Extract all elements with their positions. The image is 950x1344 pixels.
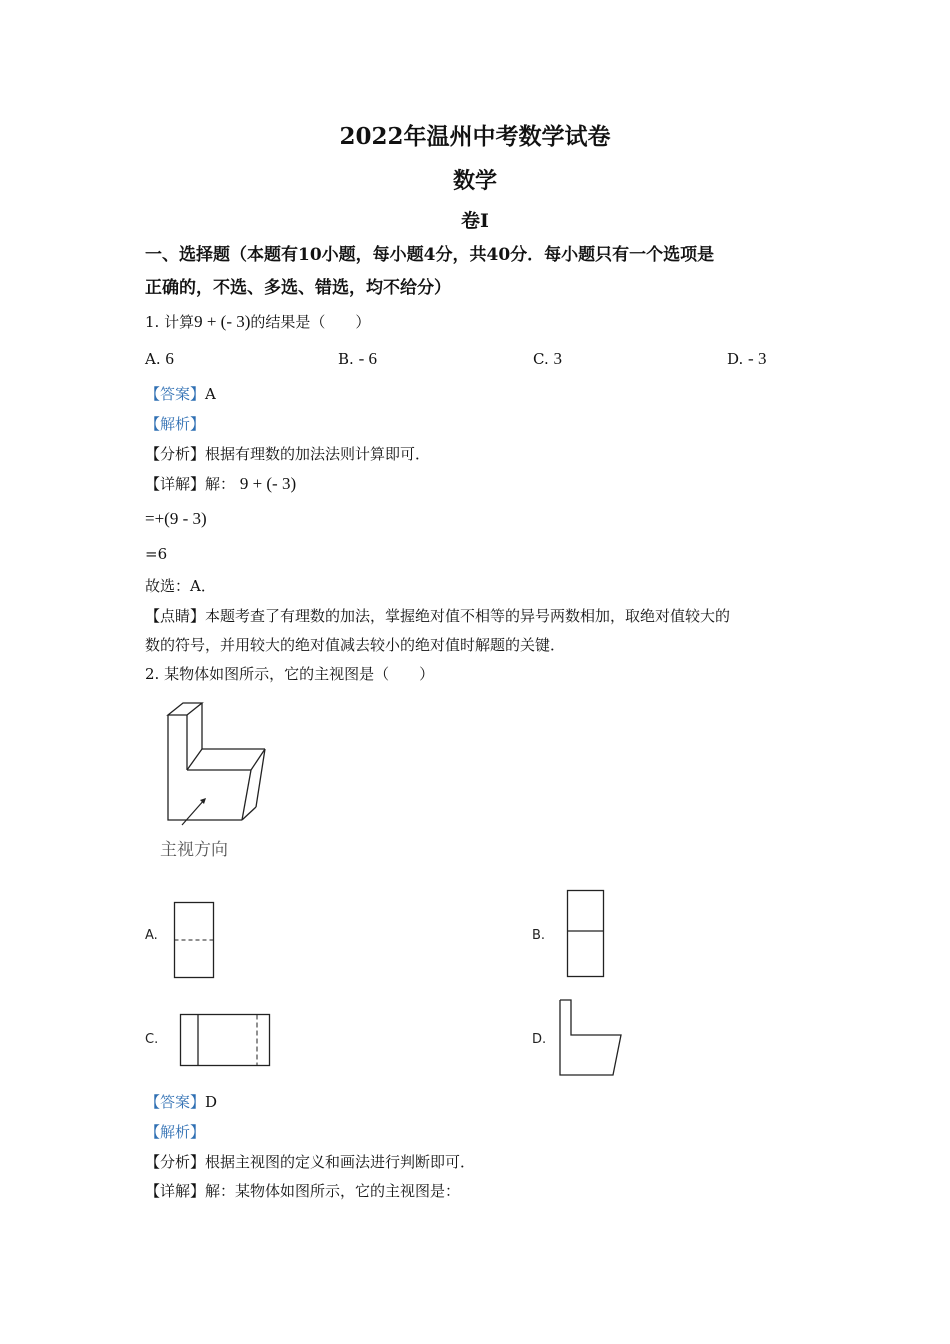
section-heading-line1: 一、选择题（本题有10小题，每小题4分，共40分．每小题只有一个选项是 (145, 245, 715, 265)
q1-option-a-label: A. (145, 350, 166, 368)
q1-prefix: 1. 计算 (145, 313, 195, 331)
q2-option-d-figure (557, 997, 627, 1079)
q2-analysis-tag: 【解析】 (145, 1123, 206, 1141)
q2-answer (145, 1091, 217, 1112)
q1-step2: =6 (145, 545, 168, 563)
volume-title: 卷Ⅰ (461, 210, 489, 232)
q1-detail (145, 473, 296, 494)
q2-detail-text: 解：某物体如图所示，它的主视图是： (205, 1182, 461, 1200)
q2-detail (145, 1180, 460, 1201)
q1-analysis-tag: 【解析】 (145, 415, 206, 433)
q1-expression: 9 + (- 3) (194, 312, 251, 331)
q2-option-d-label: D. (532, 1032, 547, 1047)
q2-option-c-label: C. (145, 1032, 159, 1047)
subject-title: 数学 (452, 168, 497, 194)
q1-suffix: 的结果是（ ） (250, 313, 371, 331)
q2-fenxi (145, 1151, 475, 1172)
q1-detail-expression: 9 + (- 3) (239, 474, 297, 493)
q1-option-b (338, 349, 377, 369)
q1-option-c (533, 349, 562, 369)
q2-figure-caption: 主视方向 (160, 840, 228, 860)
q1-fenxi-text: 根据有理数的加法法则计算即可． (205, 445, 431, 463)
q1-option-d-value: - 3 (748, 349, 767, 368)
q2-fenxi-text: 根据主视图的定义和画法进行判断即可． (205, 1153, 476, 1171)
q1-comment-line2: 数的符号，并用较大的绝对值减去较小的绝对值时解题的关键． (145, 636, 566, 654)
q2-option-a-label: A. (145, 928, 158, 943)
q1-answer (145, 383, 216, 404)
q1-option-a-value: 6 (165, 349, 174, 368)
q1-option-b-label: B. (338, 350, 359, 368)
q1-option-d (727, 349, 766, 369)
q1-fenxi-tag: 【分析】 (145, 445, 206, 463)
q1-answer-tag: 【答案】 (145, 385, 206, 403)
q1-option-c-value: 3 (553, 349, 562, 368)
q1-stem (145, 311, 370, 332)
q1-option-c-label: C. (533, 350, 554, 368)
q1-conclusion: 故选：A． (145, 577, 216, 595)
q1-step1: =+(9 - 3) (145, 509, 207, 528)
q2-option-b-figure (565, 888, 607, 980)
q1-comment-text1: 本题考查了有理数的加法，掌握绝对值不相等的异号两数相加，取绝对值较大的 (205, 607, 731, 625)
q2-answer-value: D (205, 1093, 218, 1111)
q1-option-a (145, 349, 174, 369)
q1-detail-tag: 【详解】 (145, 475, 206, 493)
section-heading-line2: 正确的，不选、多选、错选，均不给分） (145, 278, 451, 298)
q1-comment-line1 (145, 605, 730, 626)
q1-detail-prefix: 解： (205, 475, 236, 493)
page-title: 2022年温州中考数学试卷 (339, 123, 611, 150)
q2-object-figure (150, 695, 280, 825)
q2-answer-tag: 【答案】 (145, 1093, 206, 1111)
q2-detail-tag: 【详解】 (145, 1182, 206, 1200)
q2-option-a-figure (172, 900, 218, 980)
q1-fenxi (145, 443, 430, 464)
q1-comment-tag: 【点睛】 (145, 607, 206, 625)
q2-option-c-figure (178, 1012, 274, 1070)
q1-option-b-value: - 6 (358, 349, 377, 368)
q2-option-b-label: B. (532, 928, 546, 943)
q2-stem: 2. 某物体如图所示，它的主视图是（ ） (145, 665, 435, 683)
q1-answer-value: A (205, 385, 216, 403)
q2-fenxi-tag: 【分析】 (145, 1153, 206, 1171)
q1-option-d-label: D. (727, 350, 749, 368)
